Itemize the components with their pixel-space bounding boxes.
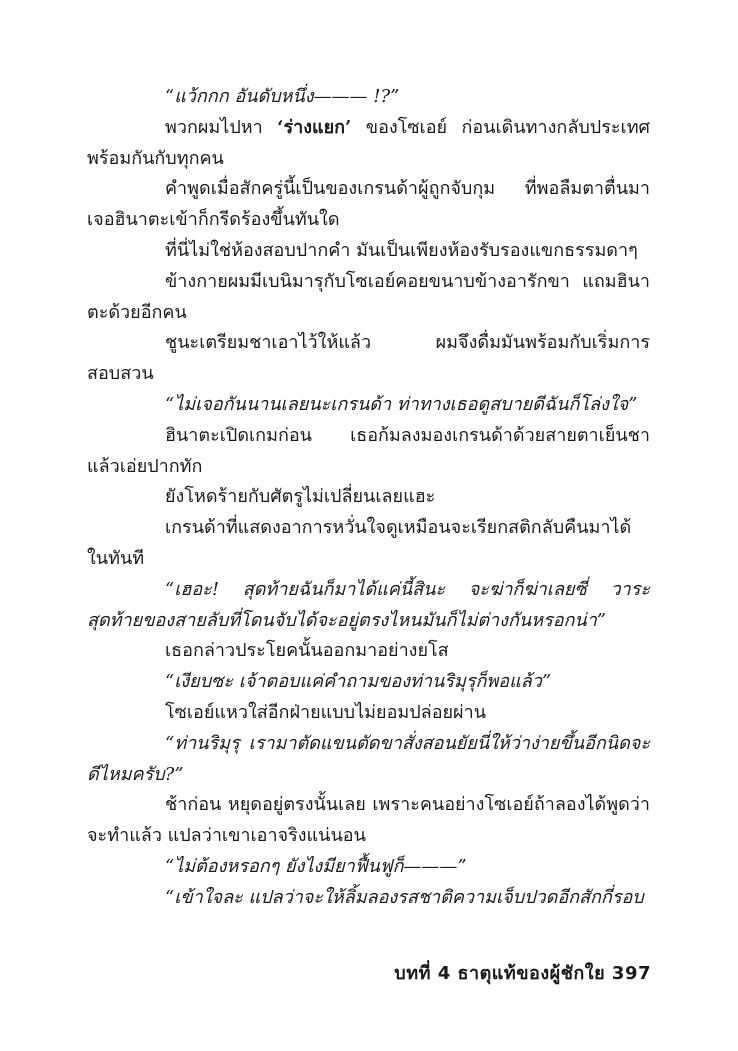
paragraph bbox=[87, 575, 650, 637]
text-segment: เธอกล่าวประโยคนั้นออกมาอย่างยโส bbox=[165, 640, 449, 662]
text-segment: คำพูดเมื่อสักครู่นี้เป็นของเกรนด้าผู้ถูกจับกุม ที่พอลืมตาตื่นมาเจอฮินาตะเข้าก็กรีดร้องขึ้นทันใด bbox=[87, 178, 650, 231]
paragraph bbox=[87, 82, 650, 113]
text-segment: พวกผมไปหา bbox=[165, 116, 278, 138]
paragraph bbox=[87, 698, 650, 729]
text-segment: “แว้กกก อันดับหนึ่ง——— !?” bbox=[165, 86, 400, 107]
text-segment: “ท่านริมุรุ เรามาตัดแขนตัดขาสั่งสอนยัยนี่ให้ว่าง่ายขึ้นอีกนิดจะดีไหมครับ?” bbox=[87, 732, 650, 785]
paragraph bbox=[87, 421, 650, 483]
paragraph bbox=[87, 790, 650, 852]
paragraph bbox=[87, 482, 650, 513]
text-segment: ที่นี่ไม่ใช่ห้องสอบปากคำ มันเป็นเพียงห้องรับรองแขกธรรมดาๆ bbox=[165, 239, 638, 261]
paragraph bbox=[87, 729, 650, 791]
paragraph bbox=[87, 174, 650, 236]
text-segment: “ไม่ต้องหรอกๆ ยังไงมียาฟื้นฟูก็———” bbox=[165, 855, 467, 877]
text-segment: “เข้าใจละ แปลว่าจะให้ลิ้มลองรสชาติความเจ็บปวดอีกสักกี่รอบ bbox=[165, 886, 644, 908]
paragraph bbox=[87, 667, 650, 698]
paragraph bbox=[87, 113, 650, 175]
text-segment: “เฮอะ! สุดท้ายฉันก็มาได้แค่นี้สินะ จะฆ่าก็ฆ่าเลยซี่ วาระสุดท้ายของสายลับที่โดนจับได้จะอยู่ตรงไหนมันก็ไม่ต่างกันหรอกน่า” bbox=[87, 578, 650, 631]
text-segment: โซเอย์แหวใส่อีกฝ่ายแบบไม่ยอมปล่อยผ่าน bbox=[165, 701, 487, 723]
paragraph bbox=[87, 852, 650, 883]
text-segment: ข้างกายผมมีเบนิมารุกับโซเอย์คอยขนาบข้างอารักขา แถมฮินาตะด้วยอีกคน bbox=[87, 270, 650, 323]
paragraph bbox=[87, 636, 650, 667]
text-segment: “เงียบซะ เจ้าตอบแค่คำถามของท่านริมุรุก็พอแล้ว” bbox=[165, 671, 552, 693]
paragraph bbox=[87, 328, 650, 390]
bold-term: ‘ร่างแยก’ bbox=[277, 116, 352, 138]
paragraph bbox=[87, 883, 650, 914]
paragraph bbox=[87, 390, 650, 421]
paragraph bbox=[87, 236, 650, 267]
text-segment: ของโซเอย์ ก่อนเดินทางกลับประเทศพร้อมกันกับทุกคน bbox=[87, 116, 650, 169]
text-segment: ชูนะเตรียมชาเอาไว้ให้แล้ว ผมจึงดื่มมันพร้อมกับเริ่มการสอบสวน bbox=[87, 332, 650, 385]
text-segment: ฮินาตะเปิดเกมก่อน เธอก้มลงมองเกรนด้าด้วยสายตาเย็นชาแล้วเอ่ยปากทัก bbox=[87, 424, 650, 477]
body-text bbox=[87, 82, 650, 914]
text-segment: ช้าก่อน หยุดอยู่ตรงนั้นเลย เพราะคนอย่างโซเอย์ถ้าลองได้พูดว่าจะทำแล้ว แปลว่าเขาเอาจริงแน่นอน bbox=[87, 794, 650, 847]
paragraph bbox=[87, 267, 650, 329]
paragraph bbox=[87, 513, 650, 575]
text-segment: ยังโหดร้ายกับศัตรูไม่เปลี่ยนเลยแฮะ bbox=[165, 486, 436, 508]
text-segment: “ไม่เจอกันนานเลยนะเกรนด้า ท่าทางเธอดูสบายดีฉันก็โล่งใจ” bbox=[165, 393, 638, 415]
text-segment: เกรนด้าที่แสดงอาการหวั่นใจดูเหมือนจะเรียกสติกลับคืนมาได้ในทันที bbox=[87, 517, 632, 569]
page-footer: บทที่ 4 ธาตุแท้ของผู้ชักใย 397 bbox=[394, 963, 651, 984]
